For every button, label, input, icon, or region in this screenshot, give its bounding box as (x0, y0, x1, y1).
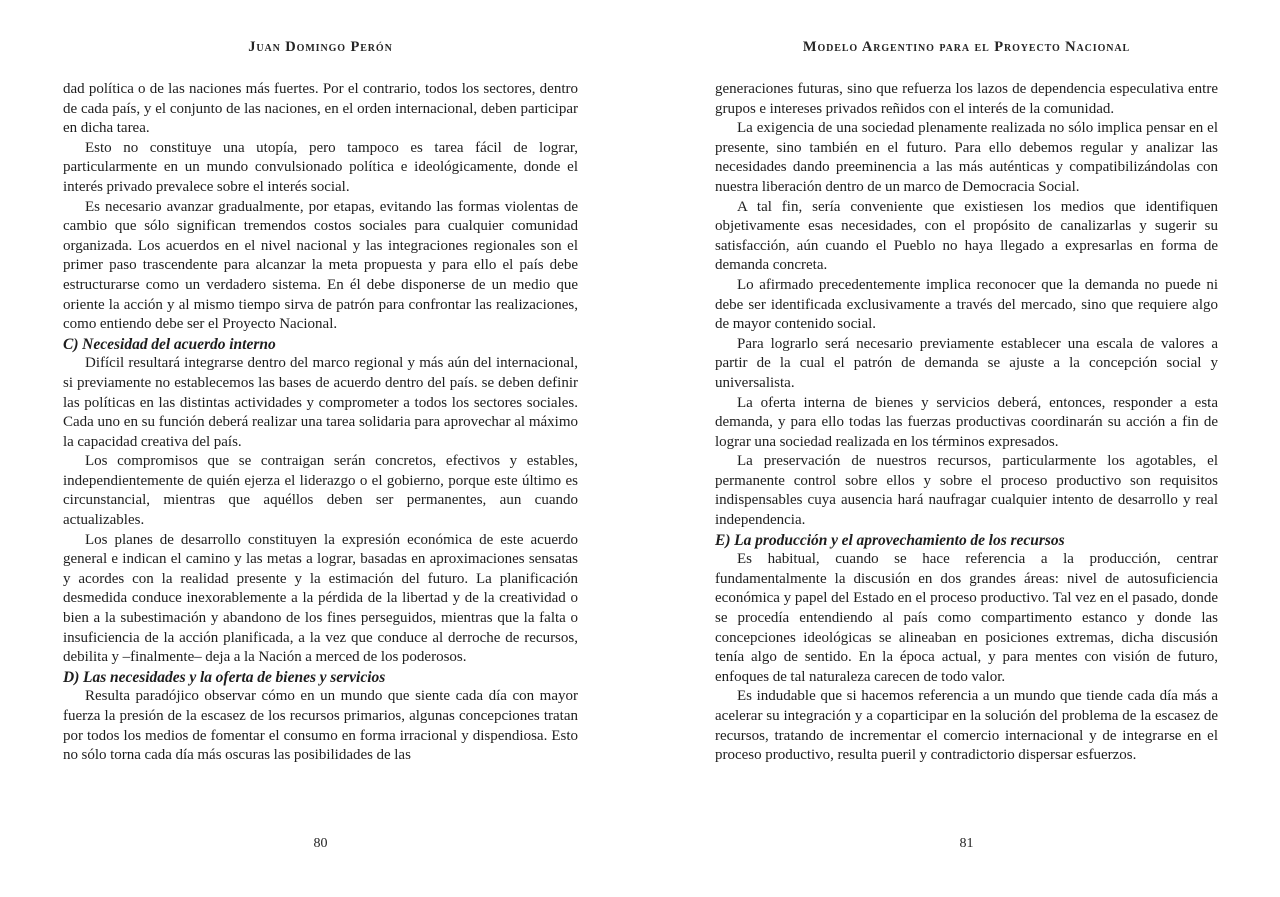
paragraph: dad política o de las naciones más fuertes. Por el contrario, todos los sectores, dentro de cada país, y el conjunto de las naciones, en el orden internacional, deben participar en dicha tarea. (63, 81, 578, 137)
running-header-right: Modelo Argentino para el Proyecto Nacional (802, 39, 1131, 55)
section-heading: C) Necesidad del acuerdo interno (63, 335, 276, 353)
paragraph: Lo afirmado precedentemente implica reconocer que la demanda no puede ni debe ser identificada exclusivamente a través del mercado, sino que requiere algo de mayor contenido social. (715, 276, 1218, 333)
paragraph: La oferta interna de bienes y servicios deberá, entonces, responder a esta demanda, y para ello todas las fuerzas productivas coordinarán su acción a fin de lograr una sociedad realizada en los términos expresados. (715, 394, 1218, 450)
paragraph: A tal fin, sería conveniente que existiesen los medios que identifiquen objetivamente esas necesidades, con el propósito de canalizarlas y sugerir su satisfacción, aún cuando el Pueblo no haya llegado a expresarlas en forma de demanda concreta. (715, 198, 1218, 274)
paragraph: Esto no constituye una utopía, pero tampoco es tarea fácil de lograr, particularmente en un mundo convulsionado política e ideológicamente, donde el interés privado prevalece sobre el interés social. (63, 139, 578, 195)
paragraph: La preservación de nuestros recursos, particularmente los agotables, el permanente control sobre ellos y sobre el proceso productivo son requisitos indispensables cuya ausencia hará naufragar cualquier intento de desarrollo y real independencia. (715, 453, 1218, 529)
paragraph: generaciones futuras, sino que refuerza los lazos de dependencia especulativa entre grupos e intereses privados reñidos con el interés de la comunidad. (715, 81, 1218, 117)
paragraph: Es necesario avanzar gradualmente, por etapas, evitando las formas violentas de cambio que sólo significan tremendos costos sociales para cualquier comunidad organizada. Los acuerdos en el nivel nacional y las integraciones regionales son el primer paso trascendente para alcanzar la meta propuesta y para ello el país debe estructurarse como un verdadero sistema. En él debe disponerse de un medio que oriente la acción y al mismo tiempo sirva de patrón para confrontar las realizaciones, como entiendo debe ser el Proyecto Nacional. (63, 198, 578, 333)
running-header-left: Juan Domingo Perón (248, 39, 393, 55)
section-heading: E) La producción y el aprovechamiento de los recursos (715, 531, 1065, 549)
page-left (63, 0, 578, 897)
page-right (715, 0, 1218, 897)
paragraph: Los compromisos que se contraigan serán concretos, efectivos y estables, independientemente de quién ejerza el liderazgo o el gobierno, porque este último es circunstancial, mientras que aquéllos deben ser permanentes, aun cuando actualizables. (63, 453, 578, 529)
page-body-right (715, 80, 1218, 766)
paragraph: Es habitual, cuando se hace referencia a la producción, centrar fundamentalmente la discusión en dos grandes áreas: nivel de autosuficiencia económica y papel del Estado en el proceso productivo. Tal vez en el pasado, donde se procedía entendiendo al país como compartimento estanco y donde las concepciones ideológicas se alineaban en posiciones extremas, dicha discusión tenía algo de sentido. En la época actual, y para mentes con visión de futuro, enfoques de tal naturaleza carecen de todo valor. (715, 551, 1218, 685)
section-heading: D) Las necesidades y la oferta de bienes y servicios (63, 668, 386, 686)
paragraph: La exigencia de una sociedad plenamente realizada no sólo implica pensar en el presente, sino también en el futuro. Para ello debemos regular y analizar las necesidades dando preeminencia a las más auténticas y compatibilizándolas con nuestra liberación dentro de un marco de Democracia Social. (715, 120, 1218, 195)
paragraph: Es indudable que si hacemos referencia a un mundo que tiende cada día más a acelerar su integración y a coparticipar en la solución del problema de la escasez de recursos, tratando de incrementar el comercio internacional y de integrarse en el proceso productivo, resulta pueril y contradictorio dispersar esfuerzos. (715, 688, 1218, 764)
page-number-left: 80 (313, 836, 328, 851)
paragraph: Para lograrlo será necesario previamente establecer una escala de valores a partir de la cual el patrón de demanda se ajuste a la concepción social y universalista. (715, 335, 1218, 391)
page-number-right: 81 (959, 836, 974, 851)
paragraph: Difícil resultará integrarse dentro del marco regional y más aún del internacional, si previamente no establecemos las bases de acuerdo dentro del país. se deben definir las políticas en las distintas actividades y comprometer a todos los sectores sociales. Cada uno en su función deberá realizar una tarea solidaria para aprovechar al máximo la capacidad creativa del país. (63, 355, 578, 450)
paragraph: Resulta paradójico observar cómo en un mundo que siente cada día con mayor fuerza la presión de la escasez de los recursos primarios, algunas concepciones tratan por todos los medios de fomentar el consumo en forma irracional y dispendiosa. Esto no sólo torna cada día más oscuras las posibilidades de las (63, 688, 578, 764)
page-body-left (63, 80, 578, 766)
paragraph: Los planes de desarrollo constituyen la expresión económica de este acuerdo general e indican el camino y las metas a lograr, basadas en aproximaciones sensatas y acordes con la realidad presente y la estimación del futuro. La planificación desmedida conduce inexorablemente a la pérdida de la libertad y de la creatividad o bien a la subestimación y abandono de los fines perseguidos, mientras que la falta o insuficiencia de la acción planificada, a la vez que conduce al derroche de recursos, debilita y –finalmente– deja a la Nación a merced de los poderosos. (63, 531, 578, 666)
